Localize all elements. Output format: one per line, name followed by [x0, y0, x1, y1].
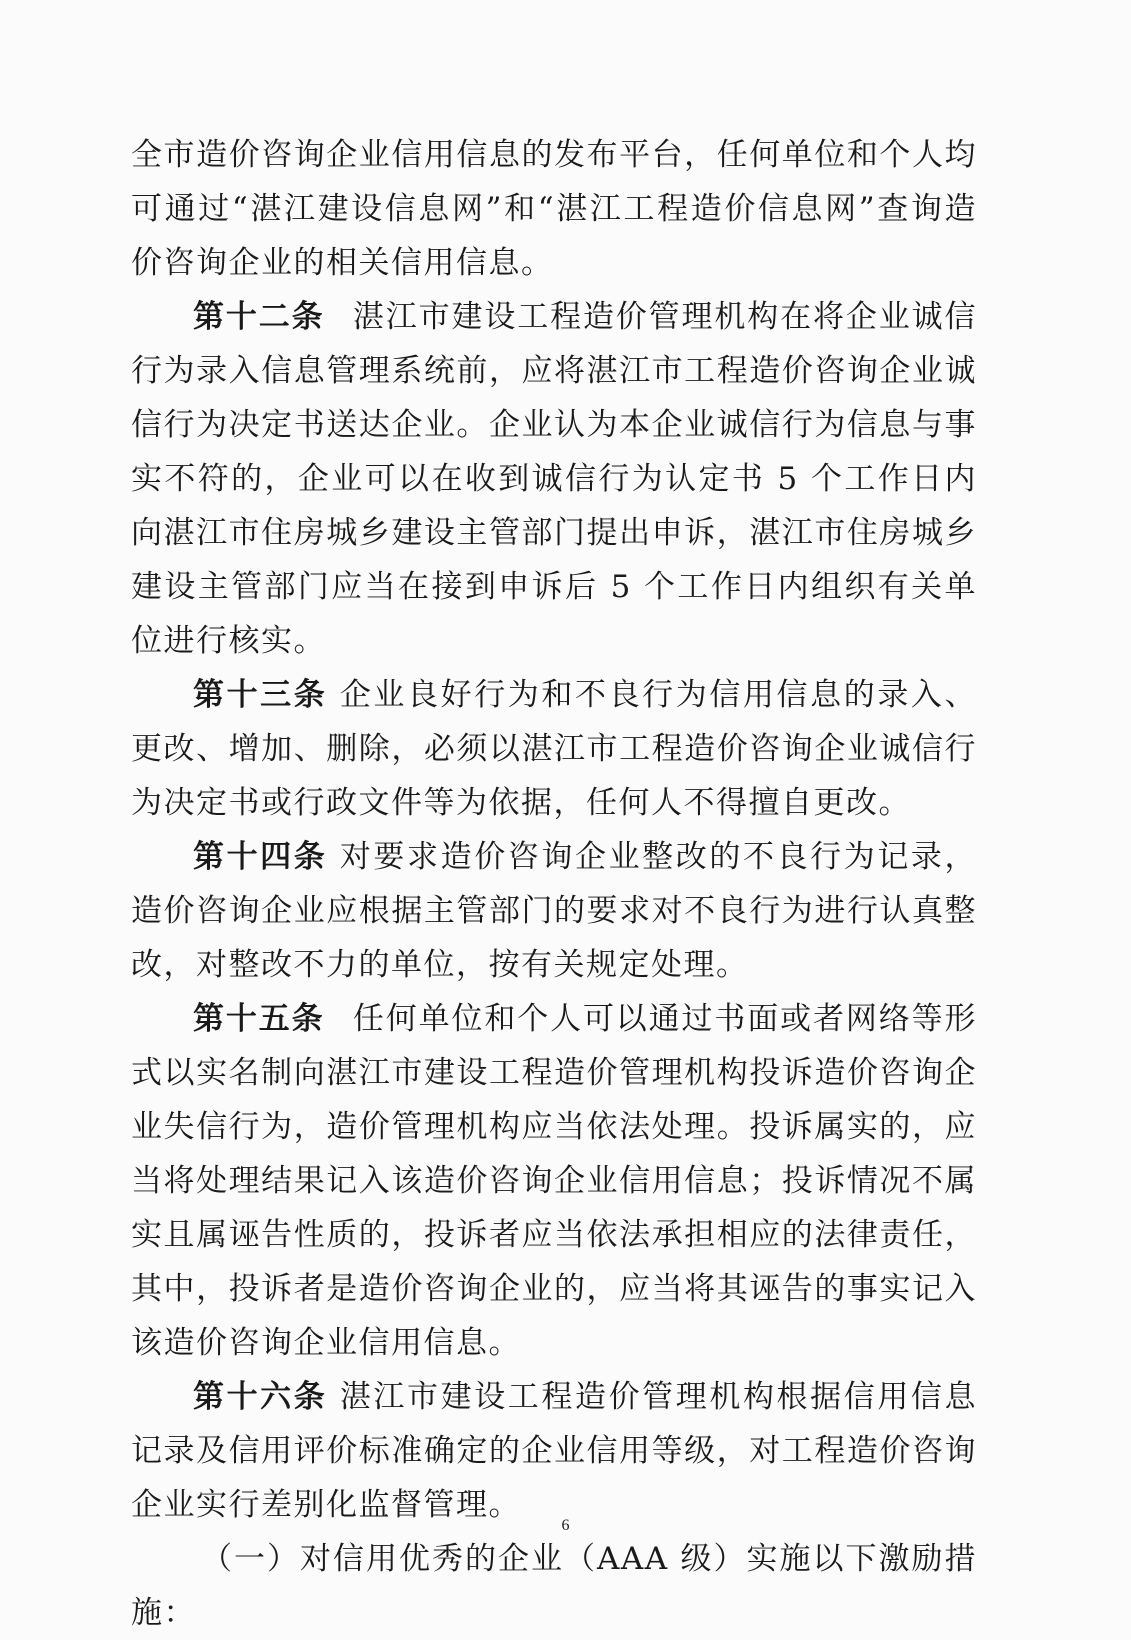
document-body [131, 128, 977, 1640]
article-13-text: 企业良好行为和不良行为信用信息的录入、更改、增加、删除，必须以湛江市工程造价咨询企业诚信行为决定书或行政文件等为依据，任何人不得擅自更改。 [131, 677, 978, 821]
article-14-text: 对要求造价咨询企业整改的不良行为记录，造价咨询企业应根据主管部门的要求对不良行为进行认真整改，对整改不力的单位，按有关规定处理。 [131, 839, 978, 983]
page-number: 6 [561, 1517, 570, 1534]
article-16-paragraph [131, 1370, 977, 1532]
sub-item-text: （一）对信用优秀的企业（AAA 级）实施以下激励措施： [131, 1541, 977, 1631]
sub-item-paragraph [131, 1532, 977, 1640]
article-16-heading: 第十六条 [193, 1379, 328, 1415]
article-13-paragraph [131, 668, 977, 830]
paragraph-text: 全市造价咨询企业信用信息的发布平台，任何单位和个人均可通过“湛江建设信息网”和“湛江工程造价信息网”查询造价咨询企业的相关信用信息。 [131, 137, 977, 281]
article-13-heading: 第十三条 [193, 677, 328, 713]
article-12-heading: 第十二条 [193, 299, 325, 335]
article-14-heading: 第十四条 [193, 839, 328, 875]
paragraph-continuation [131, 128, 977, 290]
article-16-text: 湛江市建设工程造价管理机构根据信用信息记录及信用评价标准确定的企业信用等级，对工程造价咨询企业实行差别化监督管理。 [131, 1379, 978, 1523]
article-12-paragraph [131, 290, 977, 668]
article-15-paragraph [131, 992, 977, 1370]
article-14-paragraph [131, 830, 977, 992]
article-12-text: 湛江市建设工程造价管理机构在将企业诚信行为录入信息管理系统前，应将湛江市工程造价咨询企业诚信行为决定书送达企业。企业认为本企业诚信行为信息与事实不符的，企业可以在收到诚信行为认定书 5 个工作日内向湛江市住房城乡建设主管部门提出申诉，湛江市住房城乡建设主管部门应当在接到申诉后 5 个工作日内组织有关单位进行核实。 [131, 299, 978, 659]
article-15-heading: 第十五条 [193, 1001, 325, 1037]
article-15-text: 任何单位和个人可以通过书面或者网络等形式以实名制向湛江市建设工程造价管理机构投诉造价咨询企业失信行为，造价管理机构应当依法处理。投诉属实的，应当将处理结果记入该造价咨询企业信用信息；投诉情况不属实且属诬告性质的，投诉者应当依法承担相应的法律责任，其中，投诉者是造价咨询企业的，应当将其诬告的事实记入该造价咨询企业信用信息。 [131, 1001, 978, 1361]
